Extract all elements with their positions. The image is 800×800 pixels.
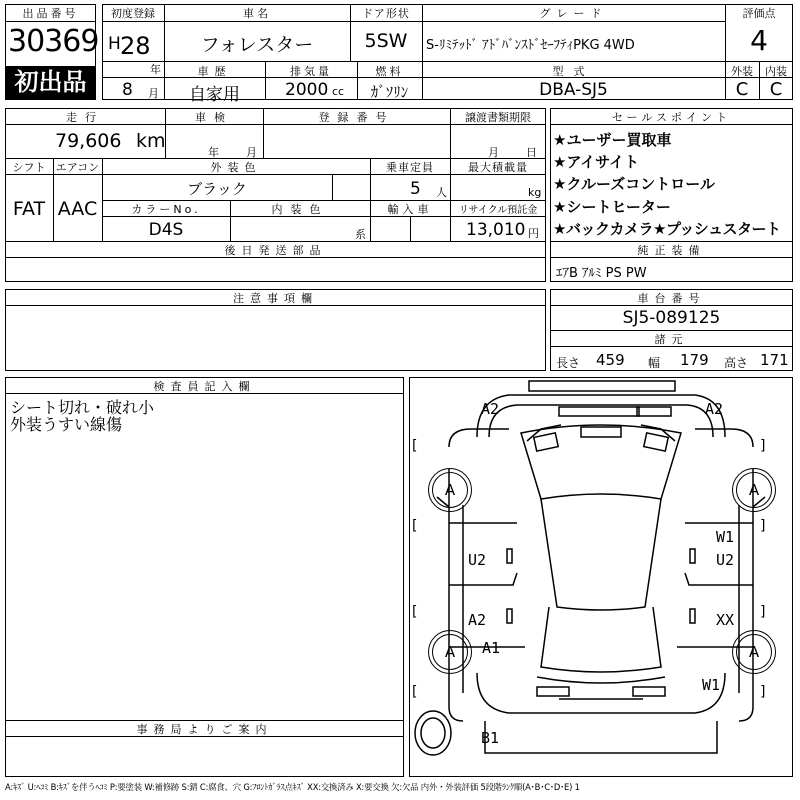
- dimensions-header: 諸元: [654, 333, 689, 346]
- displacement: 2000: [285, 80, 329, 100]
- recycle: 13,010: [466, 220, 526, 240]
- score-header: 評価点: [742, 7, 776, 20]
- first-registration-era: H: [108, 34, 121, 54]
- interior-score: C: [769, 79, 783, 100]
- sales-point-item: ★シートヒーター: [553, 198, 671, 216]
- bracket-right: ]: [760, 604, 766, 620]
- equipment-header: 純正装備: [637, 244, 706, 257]
- damage-mark: A: [736, 634, 772, 670]
- interior-color-unit: 系: [355, 228, 366, 241]
- mileage-header: 走行: [66, 111, 104, 124]
- damage-mark: A: [736, 472, 772, 508]
- damage-mark: XX: [716, 611, 735, 629]
- color-no-header: カラーNo.: [131, 203, 201, 216]
- exterior-color-header: 外装色: [210, 161, 262, 174]
- bracket-left: [: [412, 438, 418, 454]
- interior-color-header: 内装色: [271, 203, 329, 216]
- first-listing-badge: 初出品: [6, 66, 95, 99]
- damage-mark: A2: [481, 400, 500, 418]
- damage-mark: B1: [481, 729, 500, 747]
- aircon: AAC: [57, 198, 98, 220]
- length-label: 長さ: [556, 356, 581, 370]
- inspection-month-unit: 月: [246, 146, 257, 159]
- sales-points-header: セールスポイント: [611, 111, 731, 124]
- damage-mark: W1: [702, 676, 721, 694]
- inspector-line: シート切れ・破れ小: [10, 398, 155, 417]
- door-type-header: ドア形状: [362, 7, 410, 20]
- car-name-header: 車名: [243, 7, 271, 20]
- sales-point-item: ★クルーズコントロール: [553, 175, 715, 193]
- first-registration-month-unit: 月: [148, 87, 159, 100]
- width-label: 幅: [648, 356, 661, 370]
- model-code: DBA-SJ5: [539, 80, 608, 100]
- transfer-day-unit: 日: [526, 146, 537, 159]
- height: 171: [760, 351, 789, 369]
- fuel-header: 燃料: [375, 65, 404, 78]
- door-type: 5SW: [364, 30, 408, 52]
- equipment: ｴｱB ｱﾙﾐ PS PW: [556, 266, 647, 281]
- capacity: 5: [410, 179, 421, 199]
- bracket-left: [: [412, 518, 418, 534]
- color-no: D4S: [148, 220, 184, 240]
- chassis-header: 車台番号: [637, 292, 706, 305]
- first-registration-year: 28: [120, 32, 151, 60]
- capacity-unit: 人: [436, 186, 447, 199]
- inspection-year-unit: 年: [208, 146, 219, 159]
- first-registration-year-unit: 年: [150, 63, 161, 76]
- wheel-front-left: [428, 468, 472, 512]
- history: 自家用: [189, 85, 240, 105]
- bracket-left: [: [412, 684, 418, 700]
- model-code-header: 型式: [552, 65, 595, 78]
- displacement-unit: cc: [332, 85, 345, 98]
- lot-number-header: 出品番号: [22, 7, 79, 20]
- height-label: 高さ: [724, 356, 749, 370]
- inspector-box: [5, 377, 404, 777]
- damage-mark: A: [432, 472, 468, 508]
- sales-point-item: ★アイサイト: [553, 153, 640, 171]
- wheel-front-right: [732, 468, 776, 512]
- damage-mark: A1: [482, 639, 501, 657]
- sales-point-item: ★バックカメラ★プッシュスタート: [553, 220, 781, 238]
- first-registration-header: 初度登録: [111, 7, 155, 20]
- aircon-header: エアコン: [55, 161, 100, 174]
- fuel: ｶﾞｿﾘﾝ: [370, 83, 409, 101]
- grade: S-ﾘﾐﾃｯﾄﾞ ｱﾄﾞﾊﾞﾝｽﾄﾞｾｰﾌﾃｨPKG 4WD: [426, 38, 635, 53]
- width: 179: [680, 351, 709, 369]
- mileage-unit: km: [136, 130, 166, 152]
- transfer-date-header: 譲渡書類期限: [465, 111, 531, 124]
- exterior-color: ブラック: [187, 180, 247, 198]
- car-name: フォレスター: [200, 34, 314, 56]
- legend: A:ｷｽﾞ U:ﾍｺﾐ B:ｷｽﾞを伴うﾍｺﾐ P:要塗装 W:補修跡 S:錆 C:腐食、穴 G:ﾌﾛﾝﾄｶﾞﾗｽ点ｷｽﾞ XX:交換済み X:要交換 欠:欠品 内外・外装評価 5段階ﾗﾝｸ順(A･B･C･D･E) 1: [5, 782, 580, 792]
- grade-header: グレード: [539, 7, 608, 20]
- chassis-number: SJ5-089125: [622, 308, 721, 328]
- recycle-header: リサイクル預託金: [458, 205, 538, 216]
- recycle-unit: 円: [528, 227, 539, 240]
- damage-mark: A2: [468, 611, 487, 629]
- length: 459: [596, 351, 625, 369]
- max-load-unit: kg: [528, 186, 542, 199]
- bracket-right: ]: [760, 684, 766, 700]
- damage-mark: U2: [468, 551, 487, 569]
- lot-number: 30369: [8, 24, 99, 59]
- damage-mark: U2: [716, 551, 735, 569]
- inspector-header: 検査員記入欄: [153, 380, 256, 393]
- exterior-score-header: 外装: [731, 65, 753, 78]
- first-registration-month: 8: [122, 80, 133, 100]
- displacement-header: 排気量: [290, 65, 332, 78]
- inspector-line: 外装うすい線傷: [10, 415, 123, 434]
- shift-header: シフト: [12, 161, 46, 174]
- damage-mark: A: [432, 634, 468, 670]
- registration-no-header: 登録番号: [318, 111, 395, 124]
- car-outline: [409, 377, 793, 777]
- office-header: 事務局よりご案内: [136, 723, 273, 736]
- damage-mark: A2: [705, 400, 724, 418]
- inspection-header: 車検: [195, 111, 233, 124]
- wheel-rear-left: [428, 630, 472, 674]
- interior-score-header: 内装: [765, 65, 787, 78]
- later-parts-header: 後日発送部品: [224, 244, 327, 257]
- bracket-right: ]: [760, 438, 766, 454]
- transfer-month-unit: 月: [488, 146, 499, 159]
- history-header: 車歴: [197, 65, 232, 78]
- shift: FAT: [12, 198, 46, 220]
- exterior-score: C: [735, 79, 749, 100]
- import-header: 輸入車: [387, 203, 433, 216]
- bracket-left: [: [412, 604, 418, 620]
- wheel-rear-right: [732, 630, 776, 674]
- max-load-header: 最大積載量: [468, 161, 528, 174]
- capacity-header: 乗車定員: [386, 161, 434, 174]
- notes-header: 注意事項欄: [233, 292, 318, 305]
- score: 4: [750, 24, 768, 57]
- damage-mark: W1: [716, 528, 735, 546]
- sales-point-item: ★ユーザー買取車: [553, 131, 672, 149]
- mileage: 79,606: [55, 130, 122, 152]
- bracket-right: ]: [760, 518, 766, 534]
